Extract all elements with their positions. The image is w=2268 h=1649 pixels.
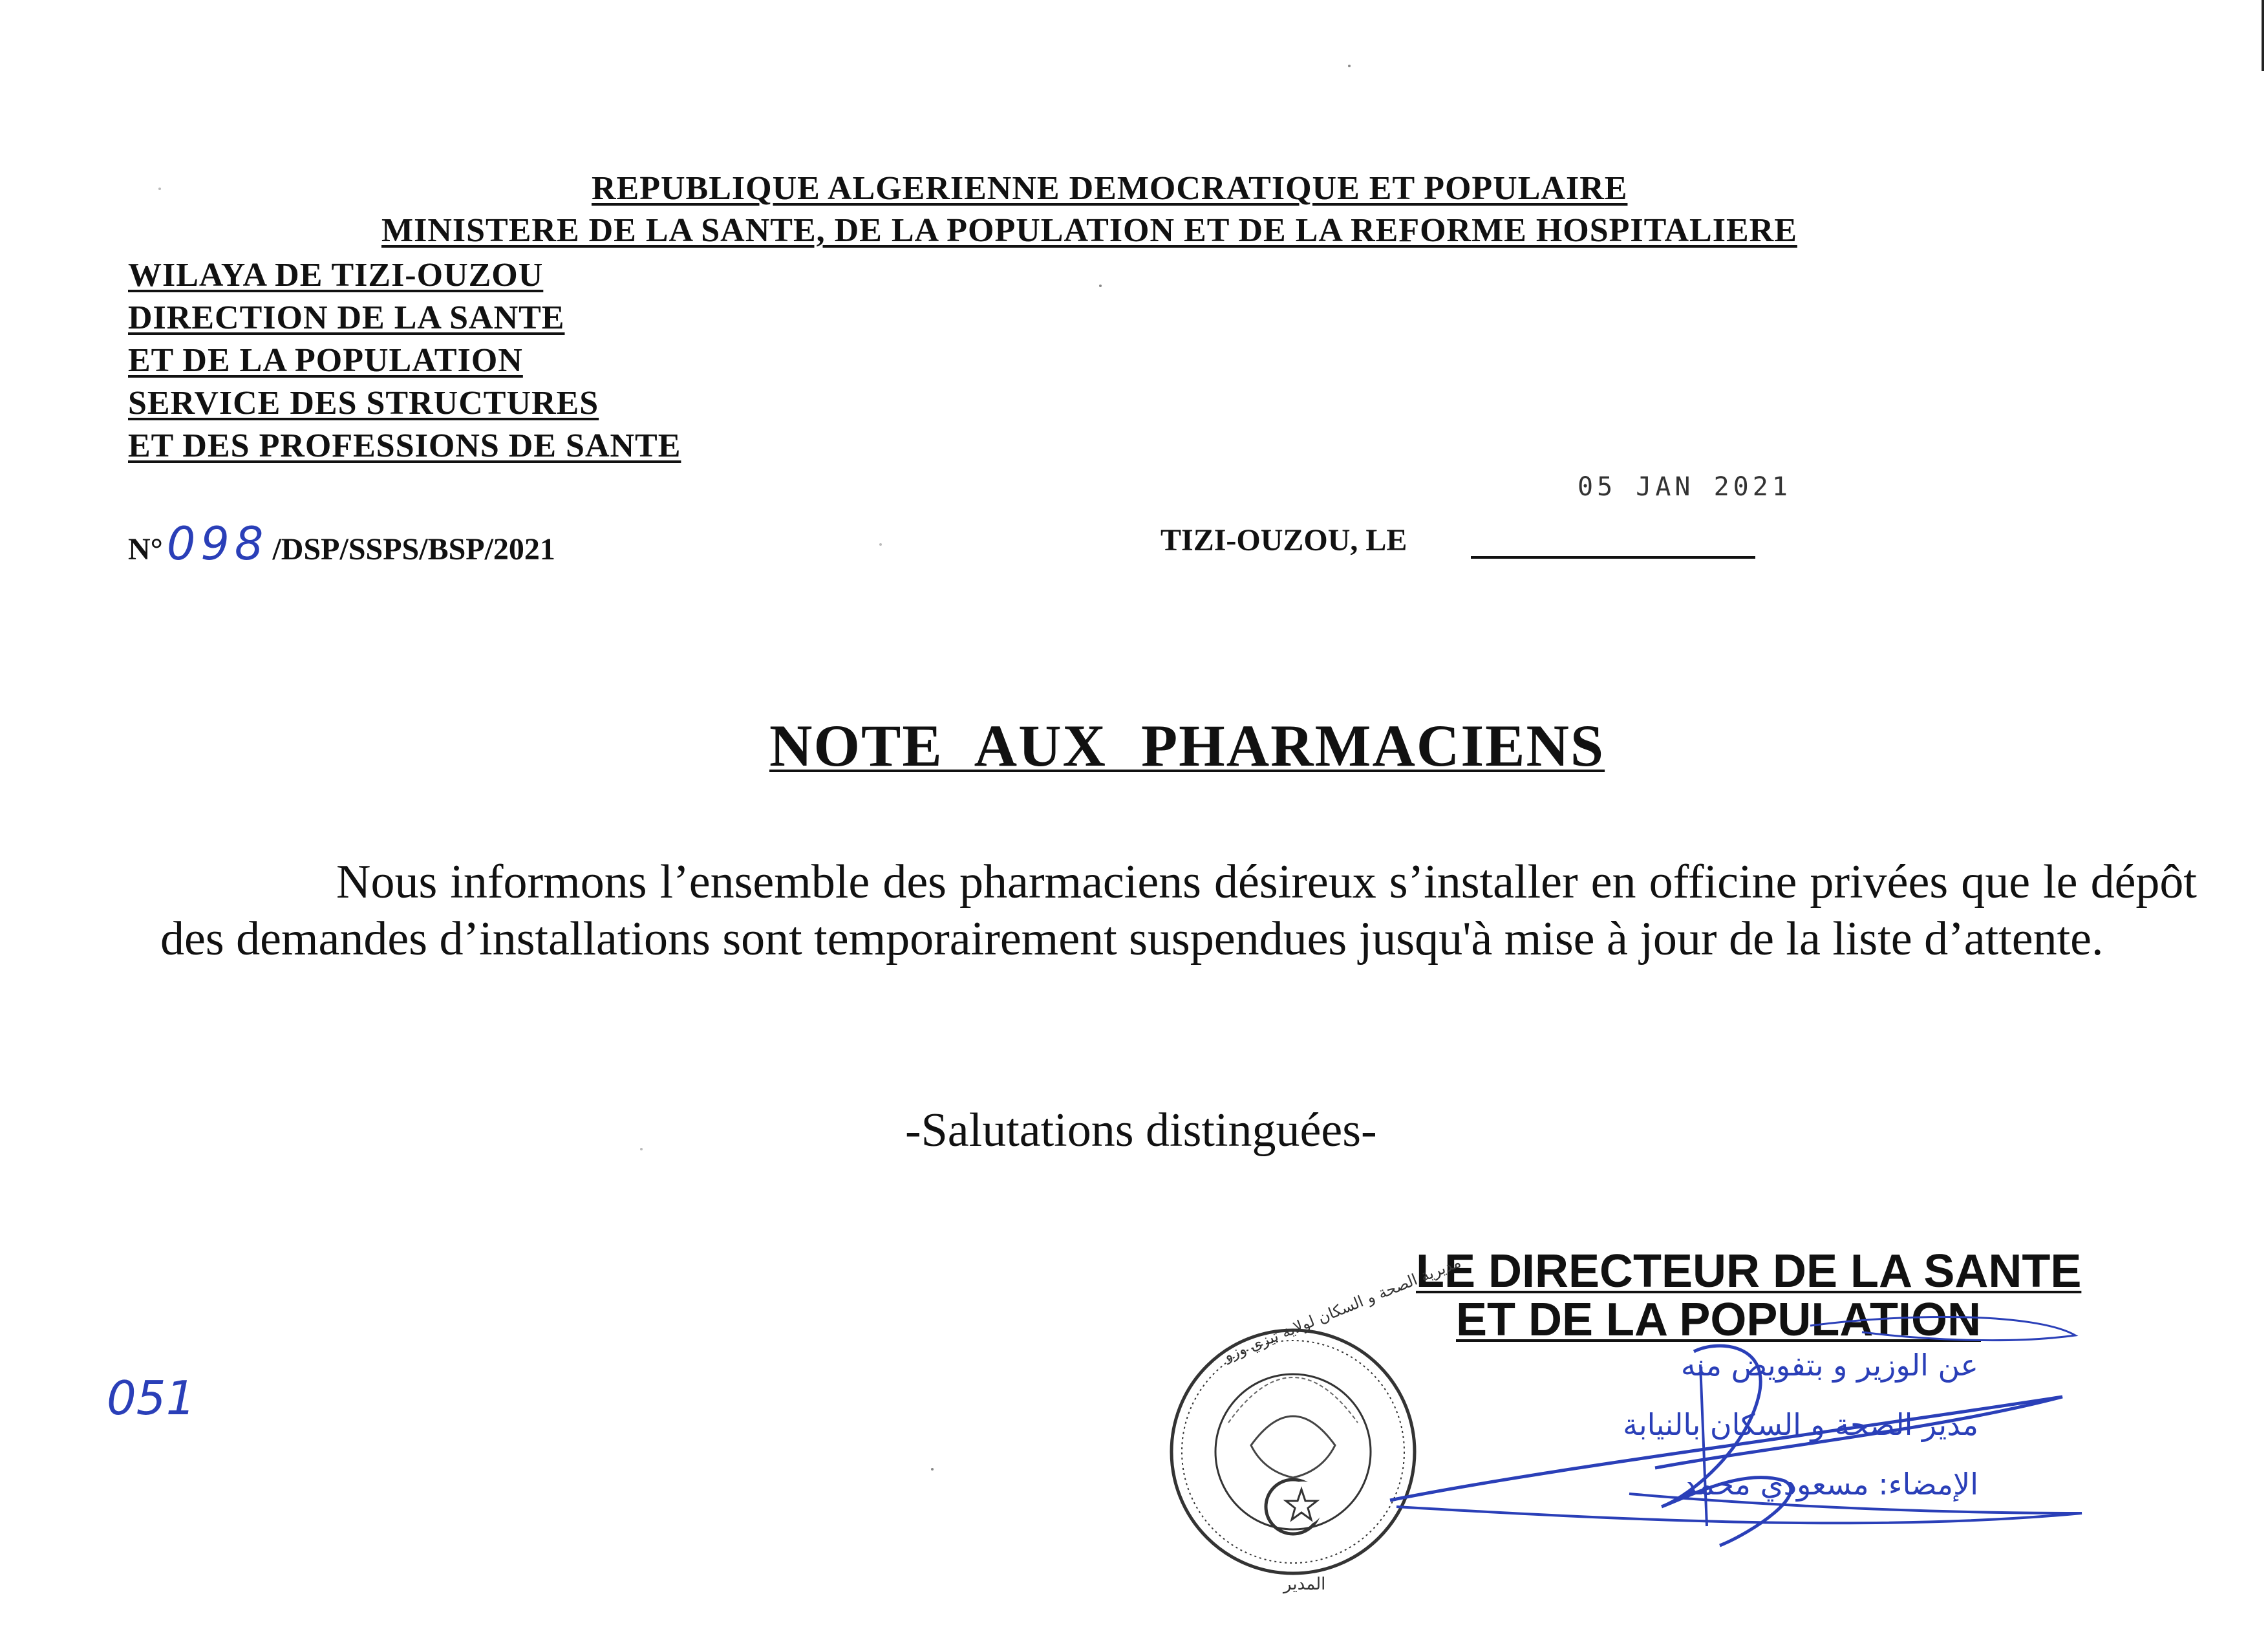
handwritten-signature [1358, 1300, 2101, 1597]
header-organisation [128, 254, 681, 468]
scan-edge-line [2262, 0, 2264, 71]
place-date-label: TIZI-OUZOU, LE [1161, 523, 1407, 557]
scan-speck [1099, 285, 1102, 287]
org-line: ET DES PROFESSIONS DE SANTE [128, 427, 681, 464]
note-title: NOTE AUX PHARMACIENS [769, 713, 1605, 779]
scan-speck [640, 1148, 643, 1150]
header-ministry: MINISTERE DE LA SANTE, DE LA POPULATION ET DE LA REFORME HOSPITALIERE [381, 212, 1797, 249]
org-line: SERVICE DES STRUCTURES [128, 385, 599, 422]
org-line: ET DE LA POPULATION [128, 342, 523, 379]
header-republic: REPUBLIQUE ALGERIENNE DEMOCRATIQUE ET POPULAIRE [592, 170, 1628, 207]
margin-handwritten-note: 051 [107, 1371, 196, 1425]
scan-speck [1348, 65, 1351, 67]
scan-speck [158, 188, 161, 190]
stamp-line: مدير الصحة و السكان بالنيابة [1623, 1407, 1978, 1442]
date-stamp: 05 JAN 2021 [1578, 472, 1792, 502]
reference-handwritten-number: 098 [166, 517, 269, 570]
stamp-line: الإمضاء: مسعودي محمد [1682, 1467, 1978, 1502]
org-line: WILAYA DE TIZI-OUZOU [128, 257, 544, 294]
seal-bottom-text: المدير [1283, 1575, 1326, 1594]
reference-prefix: N° [128, 532, 163, 566]
org-line: DIRECTION DE LA SANTE [128, 299, 565, 336]
reference-number [128, 517, 555, 570]
stamp-line: عن الوزير و بتفويض منه [1680, 1348, 1978, 1383]
date-line [1471, 556, 1755, 559]
reference-suffix: /DSP/SSPS/BSP/2021 [272, 532, 555, 566]
closing-salutation: -Salutations distinguées- [905, 1104, 1377, 1157]
scan-speck [879, 543, 882, 546]
signatory-title-line2: ET DE LA POPULATION [1456, 1294, 1982, 1346]
signatory-title-line1: LE DIRECTEUR DE LA SANTE [1416, 1245, 2082, 1297]
scan-speck [931, 1468, 934, 1471]
seal-text: مديرية الصحة و السكان لولاية تيزي وزو [1221, 1253, 1464, 1365]
note-body: Nous informons l’ensemble des pharmaciens désireux s’installer en officine privées que le dépôt des demandes d’installations sont temporairement suspendues jusqu'à mise à jour de la liste d’attente. [160, 856, 2197, 965]
